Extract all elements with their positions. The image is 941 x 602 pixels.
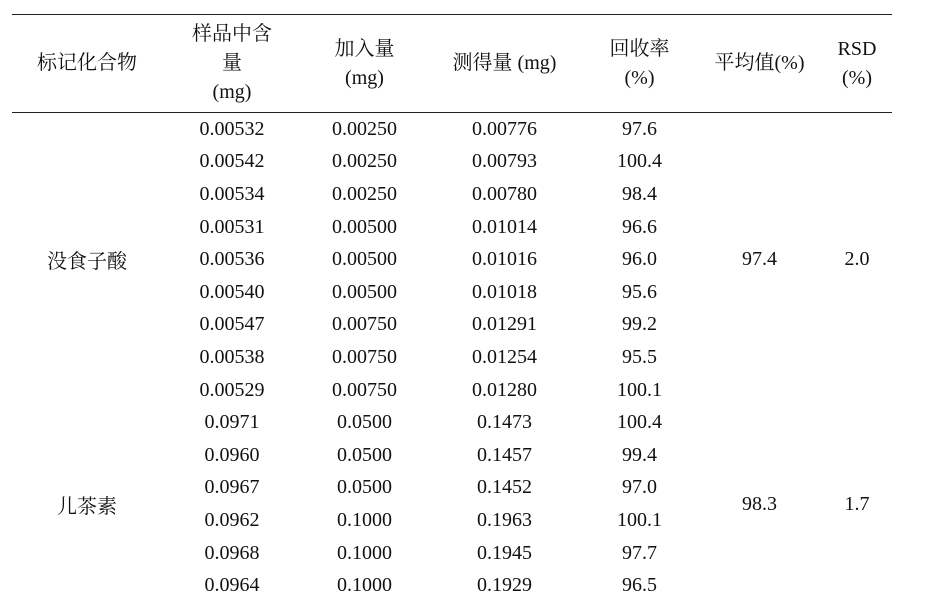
added-cell: 0.1000 <box>337 508 392 531</box>
added-cell: 0.00750 <box>332 313 397 336</box>
header-sample-line3: (mg) <box>212 81 252 103</box>
header-rsd <box>822 15 892 113</box>
recovery-cell: 98.4 <box>622 182 657 205</box>
header-measured <box>427 15 582 113</box>
rsd-cell: 1.7 <box>844 492 870 515</box>
sample-content-cell: 0.0962 <box>204 508 260 531</box>
sample-content-cell: 0.00538 <box>199 345 265 368</box>
added-cell: 0.00250 <box>332 150 397 173</box>
measured-cell: 0.1945 <box>477 541 532 564</box>
header-measured-label: 测得量 (mg) <box>452 52 557 74</box>
measured-cell: 0.00793 <box>472 150 537 173</box>
header-sample-content <box>162 15 302 113</box>
compound-cell: 没食子酸 <box>47 251 127 274</box>
header-recovery-line2: (%) <box>624 66 655 89</box>
sample-content-cell: 0.0971 <box>204 411 260 434</box>
measured-cell: 0.1457 <box>477 443 532 466</box>
header-rsd-line1: RSD <box>837 37 877 60</box>
header-recovery <box>582 15 697 113</box>
average-cell: 98.3 <box>742 492 777 515</box>
recovery-cell: 97.0 <box>622 476 657 499</box>
recovery-cell: 99.2 <box>622 313 657 336</box>
sample-content-cell: 0.00547 <box>199 313 265 336</box>
header-rsd-line2: (%) <box>842 66 872 89</box>
added-cell: 0.00500 <box>332 280 397 303</box>
recovery-table-container <box>12 14 892 602</box>
recovery-cell: 99.4 <box>622 443 657 466</box>
header-row <box>12 15 892 113</box>
measured-cell: 0.1452 <box>477 476 532 499</box>
added-cell: 0.00500 <box>332 248 397 271</box>
added-cell: 0.1000 <box>337 541 392 564</box>
measured-cell: 0.1473 <box>477 411 532 434</box>
sample-content-cell: 0.0968 <box>204 541 260 564</box>
measured-cell: 0.00776 <box>472 117 537 140</box>
measured-cell: 0.01016 <box>472 248 537 271</box>
header-added <box>302 15 427 113</box>
recovery-cell: 96.0 <box>622 248 657 271</box>
table-row <box>12 113 892 146</box>
added-cell: 0.00500 <box>332 215 397 238</box>
recovery-cell: 95.5 <box>622 345 657 368</box>
sample-content-cell: 0.00531 <box>199 215 265 238</box>
measured-cell: 0.1963 <box>477 508 532 531</box>
added-cell: 0.0500 <box>337 411 392 434</box>
recovery-cell: 100.1 <box>617 378 662 401</box>
added-cell: 0.0500 <box>337 476 392 499</box>
rsd-cell: 2.0 <box>844 248 870 271</box>
header-sample-line2: 量 <box>222 52 242 74</box>
sample-content-cell: 0.00542 <box>199 150 265 173</box>
header-compound-label: 标记化合物 <box>37 52 137 74</box>
sample-content-cell: 0.00529 <box>199 378 265 401</box>
added-cell: 0.1000 <box>337 574 392 597</box>
header-average-label: 平均值(%) <box>714 52 805 74</box>
sample-content-cell: 0.00534 <box>199 182 265 205</box>
recovery-cell: 100.1 <box>617 508 662 531</box>
measured-cell: 0.1929 <box>477 574 532 597</box>
measured-cell: 0.01291 <box>472 313 537 336</box>
average-cell: 97.4 <box>742 248 777 271</box>
added-cell: 0.00750 <box>332 378 397 401</box>
recovery-cell: 97.6 <box>622 117 657 140</box>
measured-cell: 0.01280 <box>472 378 537 401</box>
sample-content-cell: 0.00536 <box>199 248 265 271</box>
header-added-line1: 加入量 <box>334 37 395 60</box>
measured-cell: 0.01018 <box>472 280 537 303</box>
sample-content-cell: 0.00532 <box>199 117 265 140</box>
recovery-cell: 95.6 <box>622 280 657 303</box>
added-cell: 0.0500 <box>337 443 392 466</box>
measured-cell: 0.00780 <box>472 182 537 205</box>
sample-content-cell: 0.0967 <box>204 476 260 499</box>
header-compound <box>12 15 162 113</box>
recovery-cell: 96.6 <box>622 215 657 238</box>
recovery-cell: 96.5 <box>622 574 657 597</box>
added-cell: 0.00250 <box>332 182 397 205</box>
added-cell: 0.00250 <box>332 117 397 140</box>
table-body <box>12 113 892 602</box>
header-sample-line1: 样品中含 <box>192 23 272 45</box>
header-average <box>697 15 822 113</box>
recovery-table <box>12 14 892 602</box>
recovery-cell: 100.4 <box>617 411 662 434</box>
header-added-line2: (mg) <box>345 66 384 89</box>
compound-cell: 儿茶素 <box>57 495 117 518</box>
header-recovery-line1: 回收率 <box>609 37 670 60</box>
measured-cell: 0.01254 <box>472 345 537 368</box>
sample-content-cell: 0.00540 <box>199 280 265 303</box>
added-cell: 0.00750 <box>332 345 397 368</box>
measured-cell: 0.01014 <box>472 215 537 238</box>
sample-content-cell: 0.0960 <box>204 443 260 466</box>
recovery-cell: 100.4 <box>617 150 662 173</box>
table-header <box>12 15 892 113</box>
sample-content-cell: 0.0964 <box>204 574 260 597</box>
table-row <box>12 406 892 439</box>
recovery-cell: 97.7 <box>622 541 657 564</box>
